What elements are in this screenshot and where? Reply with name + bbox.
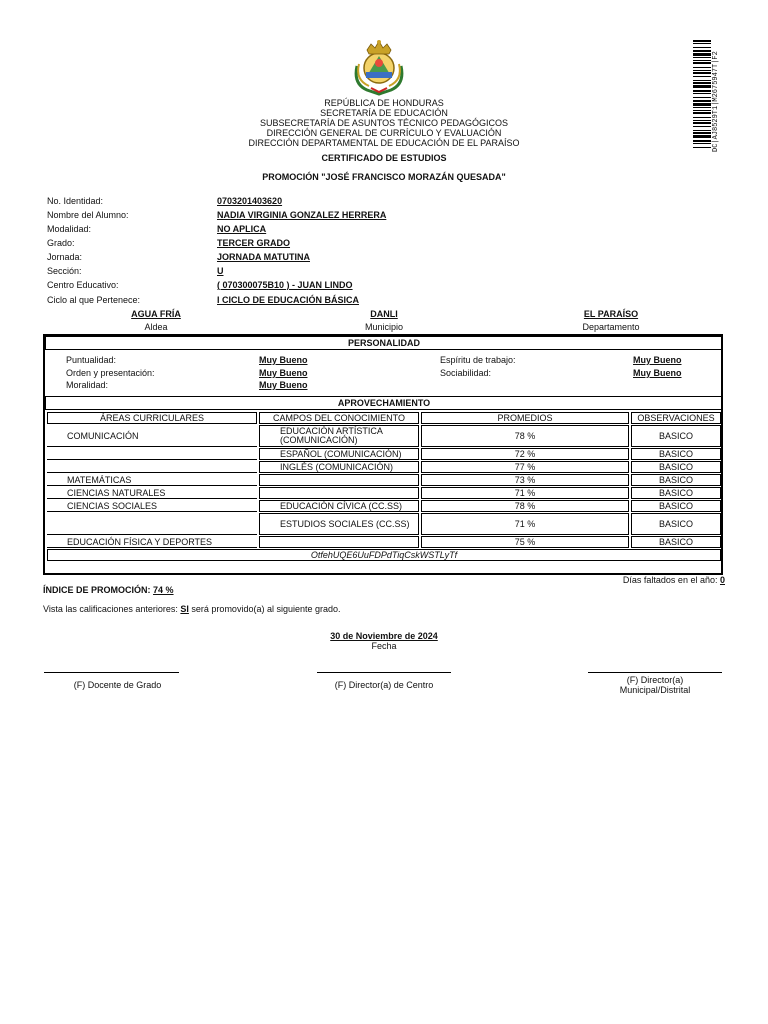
dias-faltados-label: Días faltados en el año:	[622, 575, 718, 585]
area-cell	[47, 461, 257, 473]
campo-cell: EDUCACIÓN ARTÍSTICA (COMUNICACIÓN)	[259, 425, 419, 447]
column-header-promedios: PROMEDIOS	[421, 412, 629, 424]
fecha-value: 30 de Noviembre de 2024	[330, 631, 438, 641]
value-seccion: U	[217, 266, 224, 276]
barcode-stripe	[693, 43, 711, 44]
barcode-stripe	[693, 80, 711, 81]
label-moralidad: Moralidad:	[66, 380, 109, 390]
label-identidad: No. Identidad:	[47, 196, 104, 206]
label-espiritu: Espíritu de trabajo:	[440, 355, 516, 365]
promedio-cell: 71 %	[421, 487, 629, 499]
label-grado: Grado:	[47, 238, 75, 248]
area-cell: CIENCIAS SOCIALES	[47, 500, 257, 512]
municipio-value: DANLI	[370, 309, 398, 319]
promedio-cell: 78 %	[421, 500, 629, 512]
label-seccion: Sección:	[47, 266, 82, 276]
promedio-cell: 75 %	[421, 536, 629, 548]
header-line-republica: REPÚBLICA DE HONDURAS	[324, 98, 444, 108]
label-puntualidad: Puntualidad:	[66, 355, 117, 365]
campo-cell: ESTUDIOS SOCIALES (CC.SS)	[259, 513, 419, 535]
barcode-stripe	[693, 72, 711, 74]
value-puntualidad: Muy Bueno	[259, 355, 308, 365]
barcode-stripe	[693, 130, 711, 131]
promedio-cell: 77 %	[421, 461, 629, 473]
dias-faltados-value: 0	[719, 575, 725, 585]
signature-director-municipal: (F) Director(a) Municipal/Distrital	[619, 675, 691, 695]
table-row	[47, 474, 721, 486]
certificate-title: CERTIFICADO DE ESTUDIOS	[321, 153, 447, 163]
departamento-label: Departamento	[582, 322, 640, 332]
promedio-cell: 72 %	[421, 448, 629, 460]
campo-cell	[259, 487, 419, 499]
statement-prefix: Vista las calificaciones anteriores:	[43, 604, 181, 614]
barcode-stripe	[693, 107, 711, 108]
barcode-stripe	[693, 70, 711, 71]
area-cell: EDUCACIÓN FÍSICA Y DEPORTES	[47, 536, 257, 548]
barcode-stripe	[693, 50, 711, 52]
header-line-subsecretaria: SUBSECRETARÍA DE ASUNTOS TÉCNICO PEDAGÓGICOS	[259, 118, 509, 128]
barcode-stripe	[693, 57, 711, 58]
table-row	[47, 536, 721, 548]
area-cell	[47, 448, 257, 460]
label-centro: Centro Educativo:	[47, 280, 119, 290]
signature-line-director-centro	[317, 672, 451, 673]
value-espiritu: Muy Bueno	[633, 355, 682, 365]
value-nombre: NADIA VIRGINIA GONZALEZ HERRERA	[217, 210, 387, 220]
statement-answer: SI	[180, 604, 189, 614]
barcode-stripe	[693, 103, 711, 106]
barcode-stripe	[693, 100, 711, 102]
indice-value: 74 %	[153, 585, 174, 595]
barcode-stripe	[693, 135, 711, 138]
barcode-stripe	[693, 40, 711, 42]
verification-code: OtfehUQE6UuFDPdTiqCskWSTLyTf	[47, 549, 721, 561]
barcode-stripe	[693, 90, 711, 92]
personalidad-header: PERSONALIDAD	[45, 336, 723, 350]
column-header-observaciones: OBSERVACIONES	[631, 412, 721, 424]
signature-line-docente	[44, 672, 179, 673]
promedio-cell: 73 %	[421, 474, 629, 486]
table-row	[47, 461, 721, 473]
grades-table	[45, 411, 723, 562]
aldea-value: AGUA FRÍA	[131, 309, 181, 319]
value-jornada: JORNADA MATUTINA	[217, 252, 310, 262]
table-row	[47, 448, 721, 460]
observacion-cell: BASICO	[631, 448, 721, 460]
header-line-direccion-general: DIRECCIÓN GENERAL DE CURRÍCULO Y EVALUACIÓN	[266, 128, 502, 138]
campo-cell: EDUCACIÓN CÍVICA (CC.SS)	[259, 500, 419, 512]
observacion-cell: BASICO	[631, 513, 721, 535]
value-moralidad: Muy Bueno	[259, 380, 308, 390]
aldea-label: Aldea	[144, 322, 168, 332]
table-row	[47, 500, 721, 512]
label-modalidad: Modalidad:	[47, 224, 92, 234]
table-row	[47, 513, 721, 535]
area-cell: MATEMÁTICAS	[47, 474, 257, 486]
label-ciclo: Ciclo al que Pertenece:	[47, 295, 141, 305]
verification-row	[47, 549, 721, 561]
barcode-stripe	[693, 147, 711, 148]
fecha-label: Fecha	[371, 641, 397, 651]
column-header-areas: ÁREAS CURRICULARES	[47, 412, 257, 424]
value-ciclo: I CICLO DE EDUCACIÓN BÁSICA	[217, 295, 360, 305]
institution-header	[184, 98, 584, 148]
barcode-stripe	[693, 110, 711, 111]
observacion-cell: BASICO	[631, 536, 721, 548]
barcode-stripe	[693, 76, 711, 77]
barcode-stripe	[693, 47, 711, 48]
area-cell	[47, 513, 257, 535]
dias-faltados	[623, 575, 725, 585]
column-header-campos: CAMPOS DEL CONOCIMIENTO	[259, 412, 419, 424]
value-modalidad: NO APLICA	[217, 224, 267, 234]
barcode-stripe	[693, 82, 711, 84]
promotion-title: PROMOCIÓN "JOSÉ FRANCISCO MORAZÁN QUESADA"	[262, 172, 506, 182]
barcode-text: DC|AJ8529T1|M2675947T|F2	[712, 51, 720, 152]
observacion-cell: BASICO	[631, 425, 721, 447]
label-sociabilidad: Sociabilidad:	[440, 368, 492, 378]
observacion-cell: BASICO	[631, 461, 721, 473]
campo-cell	[259, 474, 419, 486]
value-grado: TERCER GRADO	[217, 238, 291, 248]
table-row	[47, 425, 721, 447]
indice-label: ÍNDICE DE PROMOCIÓN:	[43, 585, 151, 595]
barcode-stripe	[693, 143, 711, 144]
label-nombre: Nombre del Alumno:	[47, 210, 129, 220]
barcode-stripe	[693, 126, 711, 127]
area-cell: CIENCIAS NATURALES	[47, 487, 257, 499]
value-identidad: 0703201403620	[217, 196, 283, 206]
barcode-stripe	[693, 120, 711, 121]
campo-cell	[259, 536, 419, 548]
observacion-cell: BASICO	[631, 487, 721, 499]
label-jornada: Jornada:	[47, 252, 83, 262]
table-header-row	[47, 412, 721, 424]
indice-promocion	[43, 585, 174, 595]
departamento-value: EL PARAÍSO	[583, 309, 639, 319]
barcode-stripe	[693, 60, 711, 61]
label-orden: Orden y presentación:	[66, 368, 155, 378]
value-centro: ( 070300075B10 ) - JUAN LINDO	[217, 280, 353, 290]
observacion-cell: BASICO	[631, 474, 721, 486]
coat-of-arms-seal	[349, 36, 409, 96]
barcode-stripe	[693, 132, 711, 134]
statement-suffix: será promovido(a) al siguiente grado.	[188, 604, 341, 614]
observacion-cell: BASICO	[631, 500, 721, 512]
value-orden: Muy Bueno	[259, 368, 308, 378]
barcode-stripe	[693, 62, 711, 64]
barcode	[693, 40, 721, 152]
signature-docente: (F) Docente de Grado	[73, 680, 162, 690]
header-line-direccion-departamental: DIRECCIÓN DEPARTAMENTAL DE EDUCACIÓN DE EL PARAÍSO	[248, 138, 520, 148]
municipio-label: Municipio	[364, 322, 404, 332]
signature-director-centro: (F) Director(a) de Centro	[334, 680, 434, 690]
barcode-stripe	[693, 67, 711, 68]
barcode-stripe	[693, 117, 711, 118]
campo-cell: INGLÉS (COMUNICACIÓN)	[259, 461, 419, 473]
aprovechamiento-header: APROVECHAMIENTO	[45, 396, 723, 410]
barcode-stripe	[693, 140, 711, 142]
barcode-stripe	[693, 112, 711, 114]
barcode-stripe	[693, 97, 711, 98]
barcode-stripe	[693, 53, 711, 56]
value-sociabilidad: Muy Bueno	[633, 368, 682, 378]
barcode-stripe	[693, 93, 711, 94]
barcode-stripe	[693, 85, 711, 88]
area-cell: COMUNICACIÓN	[47, 425, 257, 447]
barcode-stripe	[693, 122, 711, 124]
header-line-secretaria: SECRETARÍA DE EDUCACIÓN	[320, 108, 448, 118]
campo-cell: ESPAÑOL (COMUNICACIÓN)	[259, 448, 419, 460]
promotion-statement	[43, 604, 341, 614]
promedio-cell: 71 %	[421, 513, 629, 535]
table-row	[47, 487, 721, 499]
promedio-cell: 78 %	[421, 425, 629, 447]
signature-line-director-municipal	[588, 672, 722, 673]
